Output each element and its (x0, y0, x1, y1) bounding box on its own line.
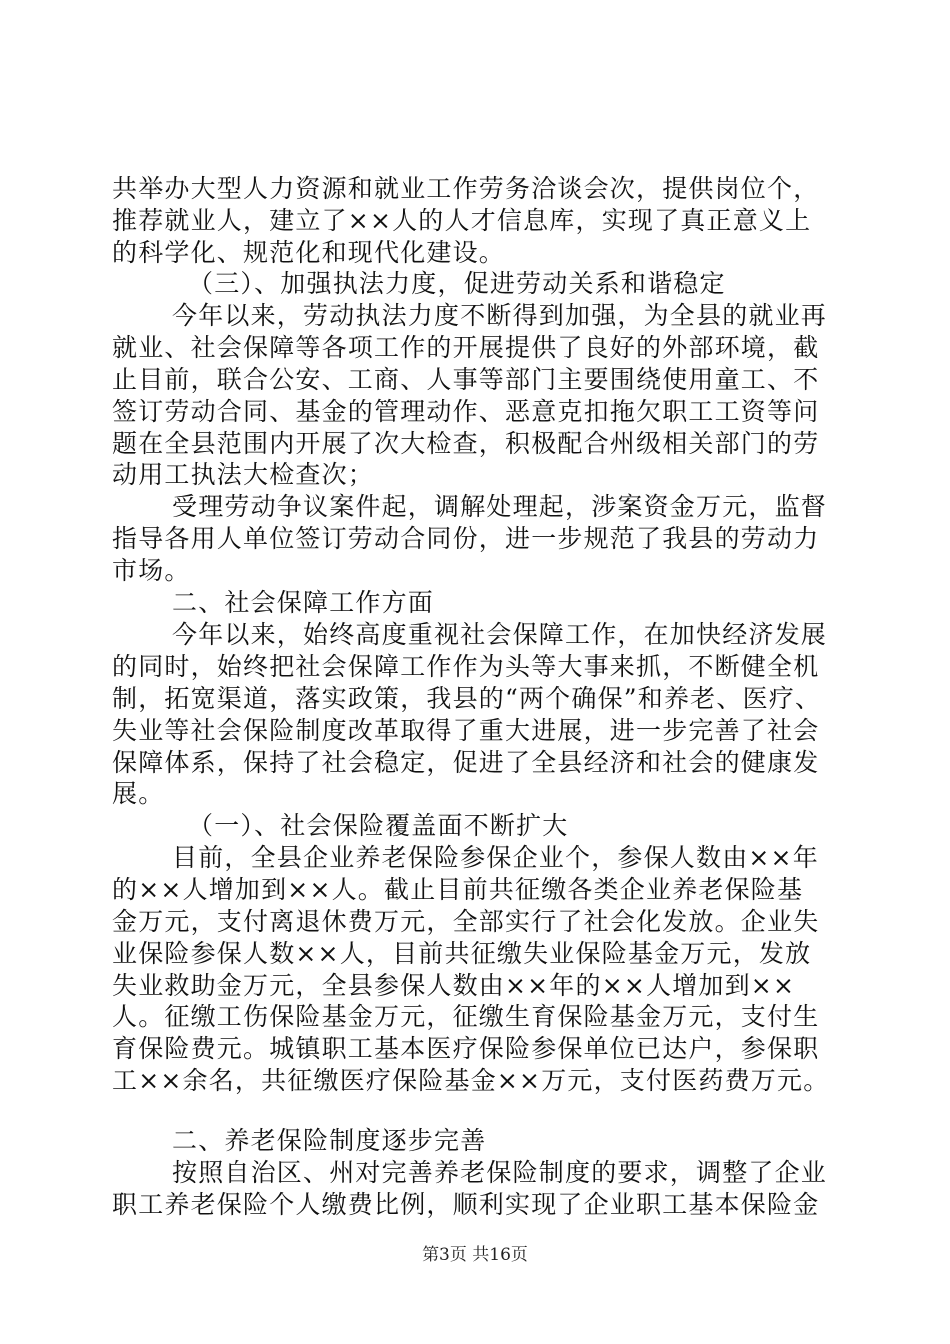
section-heading: 二、社会保障工作方面 (172, 588, 435, 617)
body-text-line: 指导各用人单位签订劳动合同份，进一步规范了我县的劳动力 (112, 524, 820, 553)
body-text-line: 人。征缴工伤保险基金万元，征缴生育保险基金万元，支付生 (112, 1002, 820, 1031)
body-text-line: 共举办大型人力资源和就业工作劳务洽谈会次，提供岗位个， (112, 174, 820, 203)
body-text-line: 失业等社会保险制度改革取得了重大进展，进一步完善了社会 (112, 716, 820, 745)
body-text-line: 的××人增加到××人。截止目前共征缴各类企业养老保险基 (112, 875, 804, 904)
body-text-line: 动用工执法大检查次； (112, 460, 375, 489)
body-text-line: 失业救助金万元，全县参保人数由××年的××人增加到×× (112, 971, 796, 1000)
body-text-line: 职工养老保险个人缴费比例，顺利实现了企业职工基本保险金 (112, 1190, 820, 1219)
body-text-line: 按照自治区、州对完善养老保险制度的要求，调整了企业 (172, 1158, 828, 1187)
body-text-line: 题在全县范围内开展了次大检查，积极配合州级相关部门的劳 (112, 429, 820, 458)
body-text-line: 今年以来，劳动执法力度不断得到加强，为全县的就业再 (172, 301, 828, 330)
section-heading: 二、养老保险制度逐步完善 (172, 1126, 487, 1155)
body-text-line: 保障体系，保持了社会稳定，促进了全县经济和社会的健康发 (112, 748, 820, 777)
body-text-line: 制，拓宽渠道，落实政策，我县的“两个确保”和养老、医疗、 (112, 684, 822, 713)
body-text-line: 今年以来，始终高度重视社会保障工作，在加快经济发展 (172, 620, 828, 649)
page-number-footer: 第3页 共16页 (422, 1245, 528, 1265)
section-heading: （三）、加强执法力度，促进劳动关系和谐稳定 (188, 269, 726, 298)
body-text-line: 受理劳动争议案件起，调解处理起，涉案资金万元，监督 (172, 492, 828, 521)
body-text-line: 就业、社会保障等各项工作的开展提供了良好的外部环境，截 (112, 333, 820, 362)
body-text-line: 市场。 (112, 556, 191, 585)
body-text-line: 金万元，支付离退休费万元，全部实行了社会化发放。企业失 (112, 907, 820, 936)
body-text-line: 止目前，联合公安、工商、人事等部门主要围绕使用童工、不 (112, 365, 820, 394)
body-text-line: 展。 (112, 779, 165, 808)
body-text-line: 签订劳动合同、基金的管理动作、恶意克扣拖欠职工工资等问 (112, 397, 820, 426)
body-text-line: 的科学化、规范化和现代化建设。 (112, 238, 506, 267)
body-text-line: 工××余名，共征缴医疗保险基金××万元，支付医药费万元。 (112, 1066, 830, 1095)
body-text-line: 育保险费元。城镇职工基本医疗保险参保单位已达户，参保职 (112, 1034, 820, 1063)
body-text-line: 推荐就业人，建立了××人的人才信息库，实现了真正意义上 (112, 206, 812, 235)
body-text-line: 的同时，始终把社会保障工作作为头等大事来抓，不断健全机 (112, 652, 820, 681)
section-heading: （一）、社会保险覆盖面不断扩大 (188, 811, 569, 840)
body-text-line: 目前，全县企业养老保险参保企业个，参保人数由××年 (172, 843, 819, 872)
body-text-line: 业保险参保人数××人，目前共征缴失业保险基金万元，发放 (112, 939, 812, 968)
